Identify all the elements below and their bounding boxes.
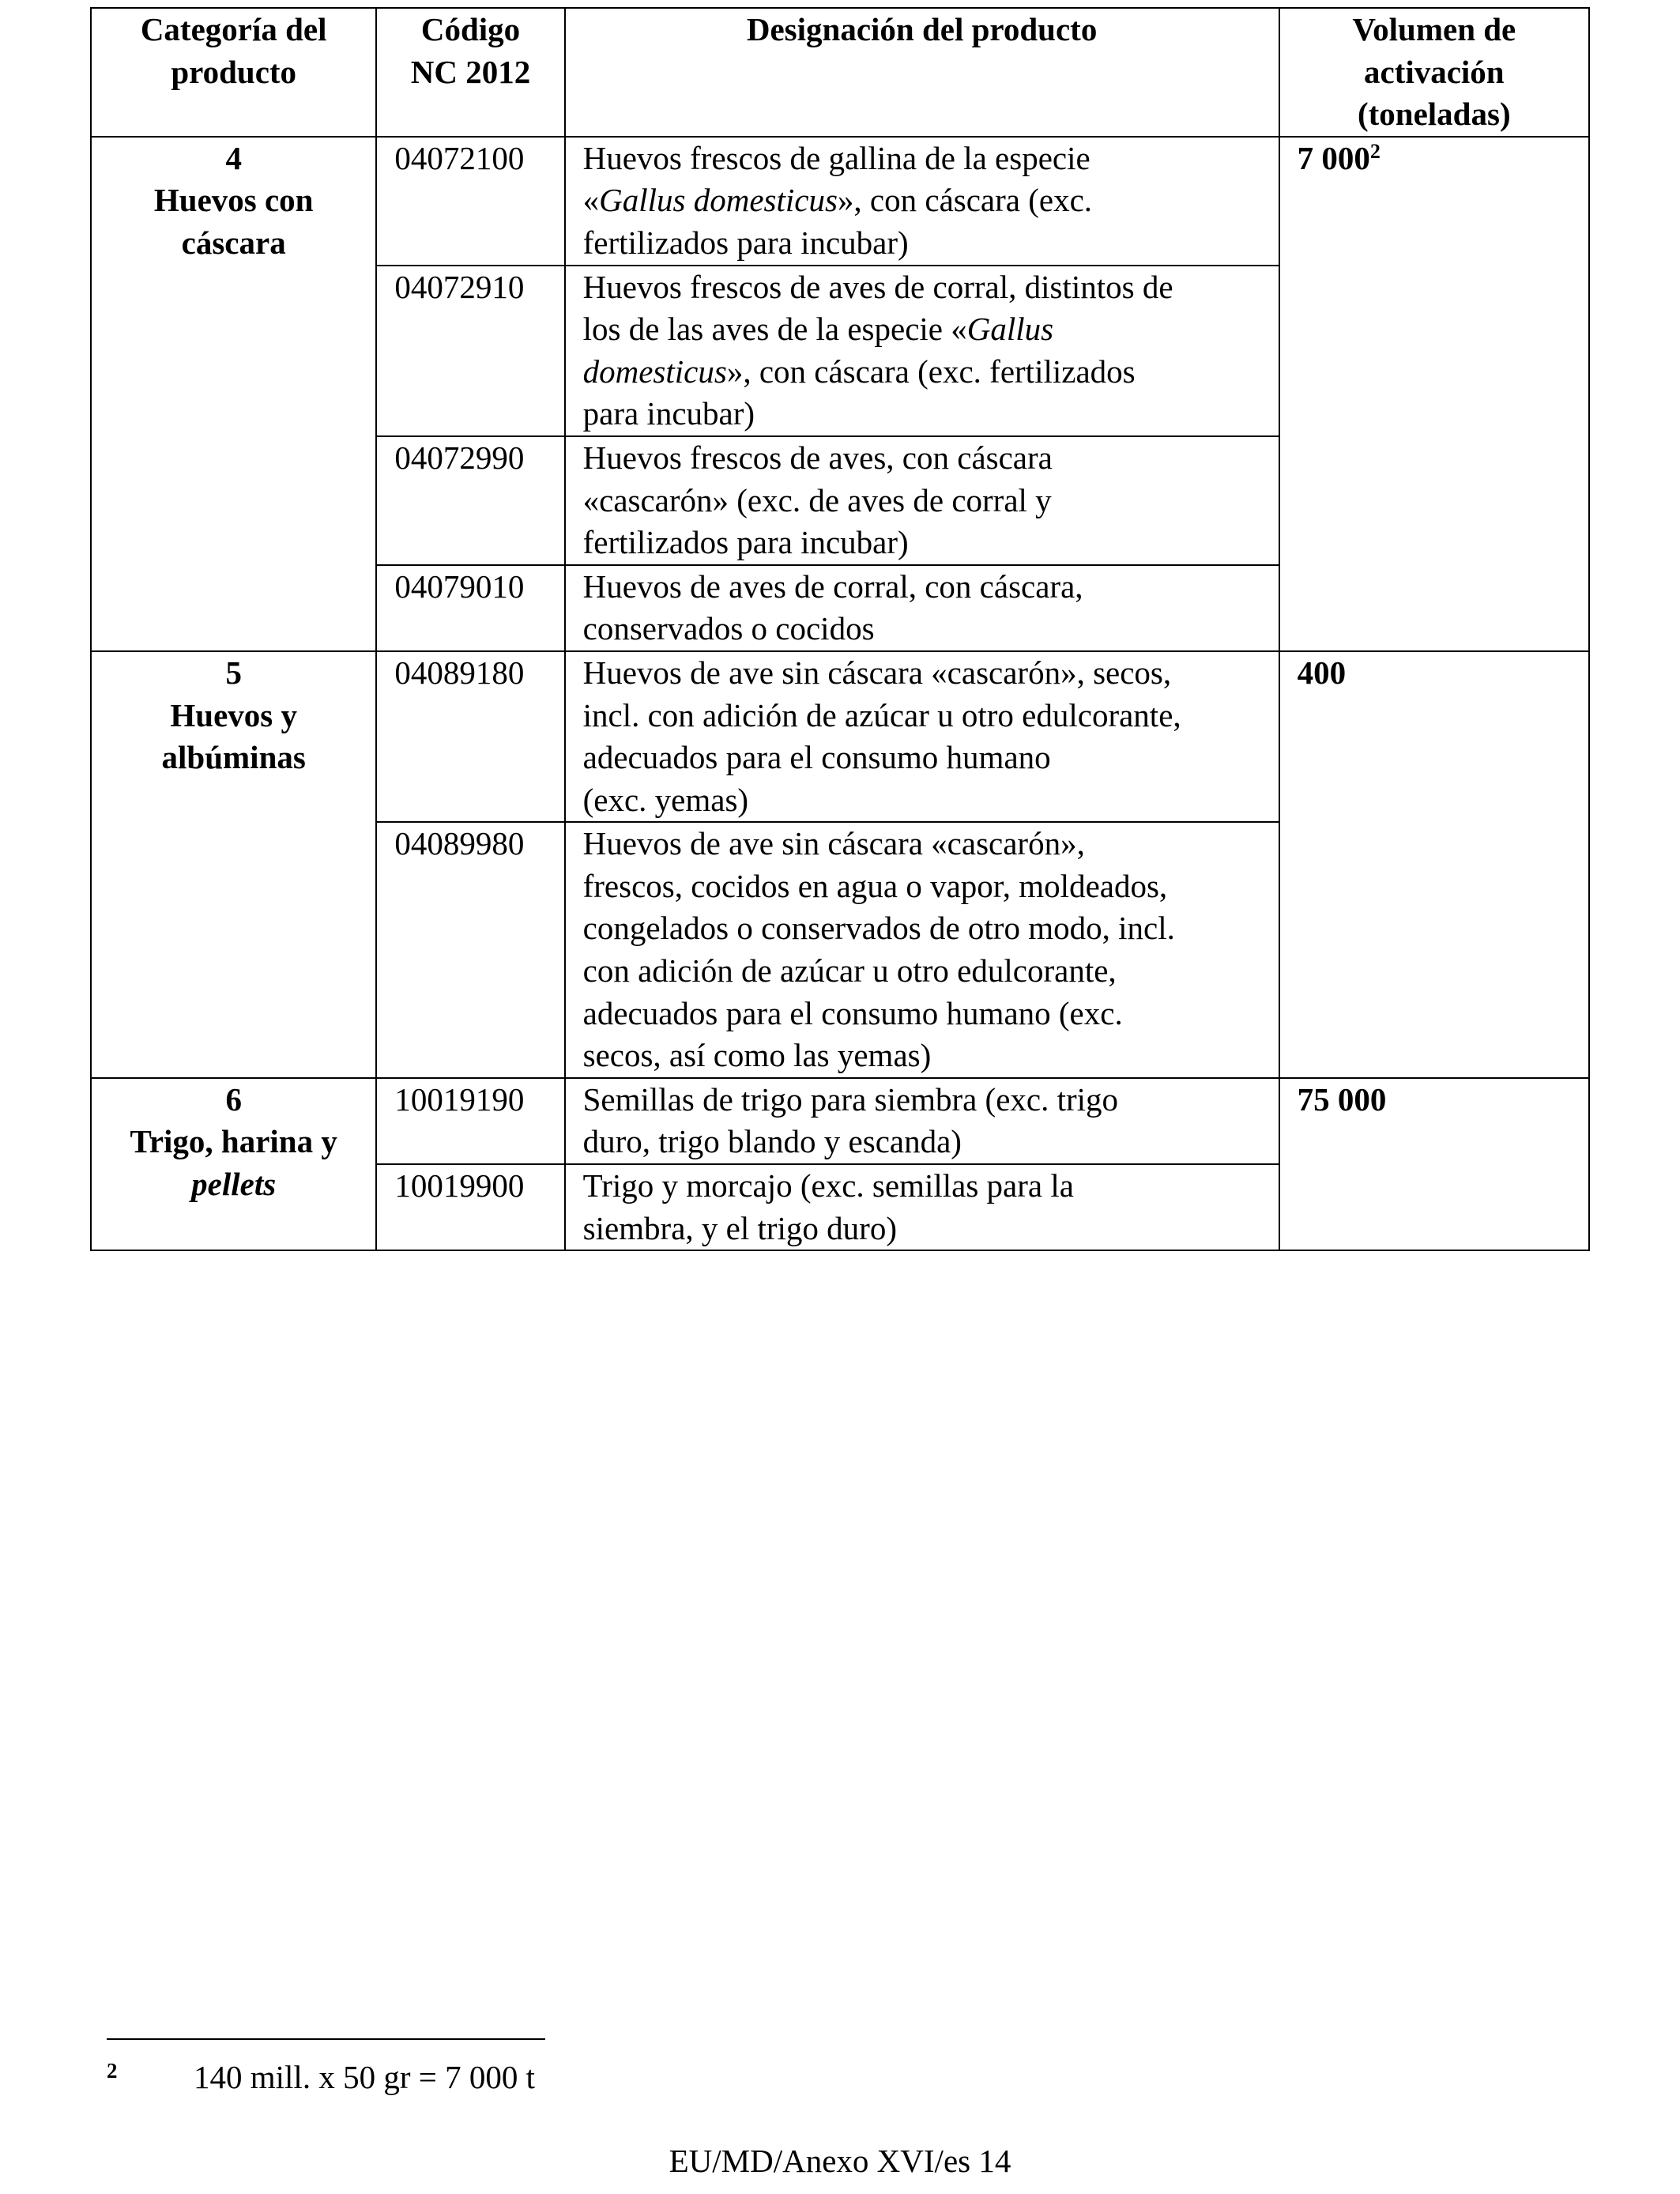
designation-cell xyxy=(565,1078,1279,1164)
category-name-line2: albúminas xyxy=(161,739,306,776)
header-code xyxy=(376,8,564,137)
code-cell: 04072910 xyxy=(376,266,564,436)
designation-line: Huevos de ave sin cáscara «cascarón», xyxy=(582,825,1085,862)
category-cell xyxy=(91,137,376,651)
code-cell: 04089980 xyxy=(376,822,564,1078)
designation-fragment: », con cáscara (exc. xyxy=(837,182,1093,219)
designation-cell xyxy=(565,436,1279,565)
designation-line: adecuados para el consumo humano (exc. xyxy=(582,994,1123,1031)
page-footer: EU/MD/Anexo XVI/es 14 xyxy=(669,2143,1011,2179)
header-designation-text: Designación del producto xyxy=(746,11,1098,47)
designation-line xyxy=(583,351,1271,394)
designation-line: Huevos frescos de gallina de la especie xyxy=(582,139,1090,176)
category-name-line1: Huevos con xyxy=(153,182,314,219)
code-cell: 04089180 xyxy=(376,651,564,822)
header-volume-line1: Volumen de xyxy=(1352,11,1516,47)
designation-line: duro, trigo blando y escanda) xyxy=(582,1123,962,1160)
designation-fragment: « xyxy=(582,182,600,219)
table-row xyxy=(91,1078,1589,1164)
code-cell: 10019900 xyxy=(376,1164,564,1250)
designation-line: incl. con adición de azúcar u otro edulcorante, xyxy=(582,696,1181,733)
header-category-line2: producto xyxy=(171,53,297,90)
designation-line: conservados o cocidos xyxy=(582,610,875,647)
designation-line: con adición de azúcar u otro edulcorante, xyxy=(582,952,1117,990)
designation-line: fertilizados para incubar) xyxy=(582,524,909,561)
designation-italic-fragment: Gallus xyxy=(966,311,1054,348)
volume-value: 400 xyxy=(1297,654,1347,691)
header-category-line1: Categoría del xyxy=(140,11,327,47)
volume-cell xyxy=(1279,1078,1589,1250)
designation-line: «cascarón» (exc. de aves de corral y xyxy=(582,481,1052,518)
category-name-line2: pellets xyxy=(191,1166,277,1203)
designation-line xyxy=(583,308,1271,351)
category-name-line1: Huevos y xyxy=(170,696,297,733)
designation-line: adecuados para el consumo humano xyxy=(582,739,1051,776)
table-row xyxy=(91,651,1589,822)
footnote-text: 140 mill. x 50 gr = 7 000 t xyxy=(194,2059,535,2095)
header-code-line1: Código xyxy=(420,11,521,47)
designation-line xyxy=(583,179,1271,222)
volume-cell xyxy=(1279,137,1589,651)
designation-line: frescos, cocidos en agua o vapor, moldeados, xyxy=(582,867,1168,904)
designation-cell xyxy=(565,651,1279,822)
designation-fragment: », con cáscara (exc. fertilizados xyxy=(726,352,1136,390)
header-volume-line3: (toneladas) xyxy=(1357,96,1511,133)
category-number: 4 xyxy=(225,139,242,176)
footnote-reference: 2 xyxy=(1369,139,1381,163)
designation-cell xyxy=(565,137,1279,266)
header-designation xyxy=(565,8,1279,137)
designation-line: congelados o conservados de otro modo, incl. xyxy=(582,910,1175,947)
code-cell: 04072990 xyxy=(376,436,564,565)
designation-line: siembra, y el trigo duro) xyxy=(582,1209,897,1246)
code-cell: 04072100 xyxy=(376,137,564,266)
designation-line: Huevos frescos de aves de corral, distintos de xyxy=(582,268,1173,305)
volume-value: 7 000 xyxy=(1297,139,1370,176)
designation-cell xyxy=(565,266,1279,436)
footnote-separator xyxy=(107,2038,545,2040)
designation-cell xyxy=(565,822,1279,1078)
category-name-line2: cáscara xyxy=(181,224,286,261)
category-cell xyxy=(91,651,376,1078)
volume-value: 75 000 xyxy=(1297,1080,1387,1118)
designation-line: Huevos frescos de aves, con cáscara xyxy=(582,439,1053,476)
footnote-mark: 2 xyxy=(107,2059,118,2083)
header-row xyxy=(91,8,1589,137)
category-cell xyxy=(91,1078,376,1250)
header-volume xyxy=(1279,8,1589,137)
code-cell: 10019190 xyxy=(376,1078,564,1164)
designation-line: (exc. yemas) xyxy=(582,781,749,818)
header-code-line2: NC 2012 xyxy=(410,53,531,90)
product-table xyxy=(90,7,1590,1251)
table-row xyxy=(91,137,1589,266)
designation-line: secos, así como las yemas) xyxy=(582,1037,932,1074)
designation-line: Semillas de trigo para siembra (exc. trigo xyxy=(582,1080,1119,1118)
designation-italic-fragment: Gallus domesticus xyxy=(599,182,838,219)
category-name-line1: Trigo, harina y xyxy=(130,1123,337,1160)
volume-cell xyxy=(1279,651,1589,1078)
designation-cell xyxy=(565,565,1279,651)
designation-line: para incubar) xyxy=(582,395,755,432)
code-cell: 04079010 xyxy=(376,565,564,651)
designation-line: Huevos de ave sin cáscara «cascarón», secos, xyxy=(582,654,1172,691)
designation-line: Trigo y morcajo (exc. semillas para la xyxy=(582,1167,1074,1204)
designation-line: Huevos de aves de corral, con cáscara, xyxy=(582,567,1083,605)
category-number: 5 xyxy=(225,654,242,691)
designation-fragment: los de las aves de la especie « xyxy=(582,311,967,348)
category-number: 6 xyxy=(225,1080,242,1118)
header-category xyxy=(91,8,376,137)
designation-line: fertilizados para incubar) xyxy=(582,224,909,261)
designation-cell xyxy=(565,1164,1279,1250)
header-volume-line2: activación xyxy=(1363,53,1505,90)
designation-italic-fragment: domesticus xyxy=(582,352,727,390)
